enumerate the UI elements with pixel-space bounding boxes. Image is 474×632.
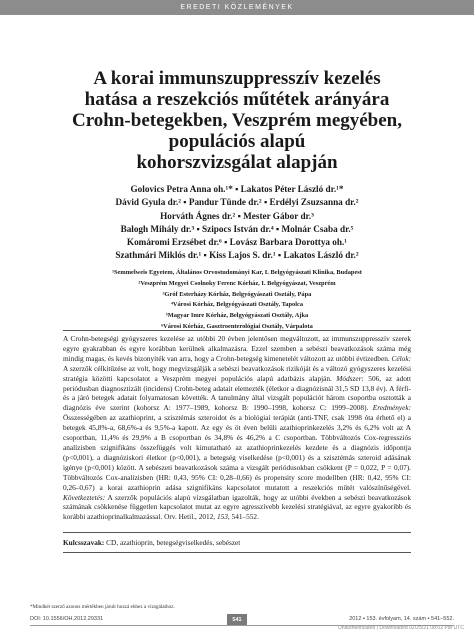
abstract-conclusion: A szerzők populációs alapú vizsgálatban igazolták, hogy az utóbbi években a sebészi beavatkozások számának csökkenése független kapcsolatot mutat az egyre agresszívebb kezelési stratégiával, az egyre gyakoribb és korábbi azathioprinalkalmazással. bbox=[63, 492, 411, 522]
page-number: 541 bbox=[227, 614, 247, 626]
author-line: Horváth Ágnes dr.² ▪ Mester Gábor dr.³ bbox=[160, 210, 314, 221]
keywords-bottom-rule bbox=[63, 552, 411, 553]
abstract-method-label: Módszer: bbox=[336, 373, 364, 383]
author-line: Golovics Petra Anna oh.¹* ▪ Lakatos Péter László dr.¹* bbox=[130, 184, 344, 194]
abstract-intro: A Crohn-betegségi gyógyszeres kezelése az utóbbi 20 évben jelentősen megváltozott, az immunszuppresszív szerek egyre gyakrabban és egyre korábban kerülnek alkalmazásra. Ezzel szemben a sebészi beavatkozások száma még mindig magas, és kevés bizonyíték van arra, hogy a Crohn-betegség kimenetelét változott az utóbbi évtizedben. bbox=[63, 334, 411, 363]
abstract bbox=[63, 334, 411, 522]
doi-text: DOI: 10.1556/OH.2012.29331 bbox=[30, 616, 104, 622]
affiliation-line: ⁵Magyar Imre Kórház, Belgyógyászati Osztály, Ajka bbox=[165, 312, 309, 320]
abstract-results: Összességében az azathioprint, a szisztémás szteroidot és a biológiai terápiát (anti-TNF, csak 1998 óta érhető el) a betegek 45,8%-a, 68,6%-a és 9,5%-a kapott. Az egy és öt éven belüli azathioprinkezelés 3,2% és 6,2% volt az A csoportban, 11,4% és 29,9% a B csoportban és 34,8% és 46,2% a C csoportban. Többváltozós Cox-regressziós analízisben szignifikáns összefüggés volt kimutatható az azathioprinkezelés kezdete és a diagnózis időpontja (p<0,001), a diagnóziskori életkor (p<0,001), a betegség viselkedése (p<0,001) és a szisztémás szteroid adásának igénye (p<0,001) között. A sebészeti beavatkozások száma a vizsgált periódusokban csökkent (P = 0,022, P = 0,07). Többváltozós Cox-analízisben (HR: 0,43, 95% CI: 0,28–0,66) és propensity score modellben (HR: 0,42, 95% CI: 0,26–0,67) a korai azathioprin adása szignifikáns kapcsolatot mutatott a reszekciós műtét valószínűségével. bbox=[63, 413, 411, 492]
abstract-results-label: Eredmények: bbox=[372, 403, 411, 413]
abstract-top-rule bbox=[63, 330, 411, 331]
abstract-aim-label: Célok: bbox=[391, 353, 411, 363]
affiliation-line: ⁴Városi Kórház, Belgyógyászati Osztály, Tapolca bbox=[170, 301, 304, 309]
author-line: Komáromi Erzsébet dr.⁶ ▪ Lovász Barbara Dorottya oh.¹ bbox=[126, 237, 348, 248]
keywords-label: Kulcsszavak: bbox=[63, 538, 105, 547]
article-title bbox=[30, 68, 444, 173]
author-line: Szathmári Miklós dr.¹ ▪ Kiss Lajos S. dr.¹ ▪ Lakatos László dr.² bbox=[115, 250, 359, 261]
affiliation-line: ³Gróf Esterházy Kórház, Belgyógyászati Osztály, Pápa bbox=[162, 290, 312, 298]
author-line: Dávid Gyula dr.² ▪ Pandur Tünde dr.² ▪ Erdélyi Zsuzsanna dr.² bbox=[115, 197, 359, 208]
citation-prefix: Orv. Hetil., 2012, bbox=[162, 512, 217, 522]
download-watermark: Unauthenticated | Downloaded 02/25/21 08:02 PM UTC bbox=[338, 625, 464, 631]
footnote: *Mindkét szerző azonos mértékben járult hozzá ehhez a vizsgálathoz. bbox=[30, 604, 175, 610]
keywords-text: CD, azathioprin, betegségviselkedés, sebészet bbox=[104, 538, 241, 547]
title-line: A korai immunszuppresszív kezelés bbox=[93, 68, 381, 89]
journal-info: 2012 ▪ 153. évfolyam, 14. szám ▪ 541–552. bbox=[349, 616, 454, 622]
section-header-bar bbox=[0, 0, 474, 15]
affiliation-line: ²Veszprém Megyei Csolnoky Ferenc Kórház, I. Belgyógyászat, Veszprém bbox=[138, 279, 336, 287]
title-line: populációs alapú bbox=[168, 131, 306, 152]
title-line: kohorszvizsgálat alapján bbox=[136, 152, 338, 173]
affiliation-list bbox=[30, 268, 444, 333]
section-label: EREDETI KÖZLEMÉNYEK bbox=[180, 4, 294, 11]
keywords-top-rule bbox=[63, 532, 411, 533]
citation-volume: 153, bbox=[216, 512, 230, 522]
abstract-aim: A szerzők célkitűzése az volt, hogy megvizsgálják a sebészi beavatkozások rizikóját és a változó gyógyszeres kezelési stratégia közötti kapcsolatot a Veszprém megyei populációs alapú adatbázis alapján. bbox=[63, 363, 411, 383]
keywords bbox=[63, 538, 411, 547]
title-line: hatása a reszekciós műtétek arányára bbox=[84, 89, 390, 110]
abstract-method: 506, az adott periódusban diagnosztizált (incidens) Crohn-beteg adatait elemezték (életkor a diagnózisnál 31,5 SD 13,8 év). A férfi- és a járó betegek adatait folyamatosan követték. A tanulmány által vizsgált populációt három csoportba osztották a diagnózis éve szerint (kohorsz A: 1977–1989, kohorsz B: 1990–1998, kohorsz C: 1999–2008). bbox=[63, 373, 411, 413]
citation-pages: 541–552. bbox=[229, 512, 259, 522]
author-line: Balogh Mihály dr.³ ▪ Szipocs István dr.⁴ ▪ Molnár Csaba dr.⁵ bbox=[120, 223, 354, 234]
affiliation-line: ¹Semmelweis Egyetem, Általános Orvostudományi Kar, I. Belgyógyászati Klinika, Budapest bbox=[112, 269, 362, 276]
author-list bbox=[30, 183, 444, 263]
abstract-conclusion-label: Következtetés: bbox=[63, 492, 106, 502]
abstract-body bbox=[63, 334, 411, 522]
title-line: Crohn-betegekben, Veszprém megyében, bbox=[71, 110, 402, 131]
affiliation-line: ⁶Városi Kórház, Gasztroenterológiai Osztály, Várpalota bbox=[161, 322, 313, 330]
